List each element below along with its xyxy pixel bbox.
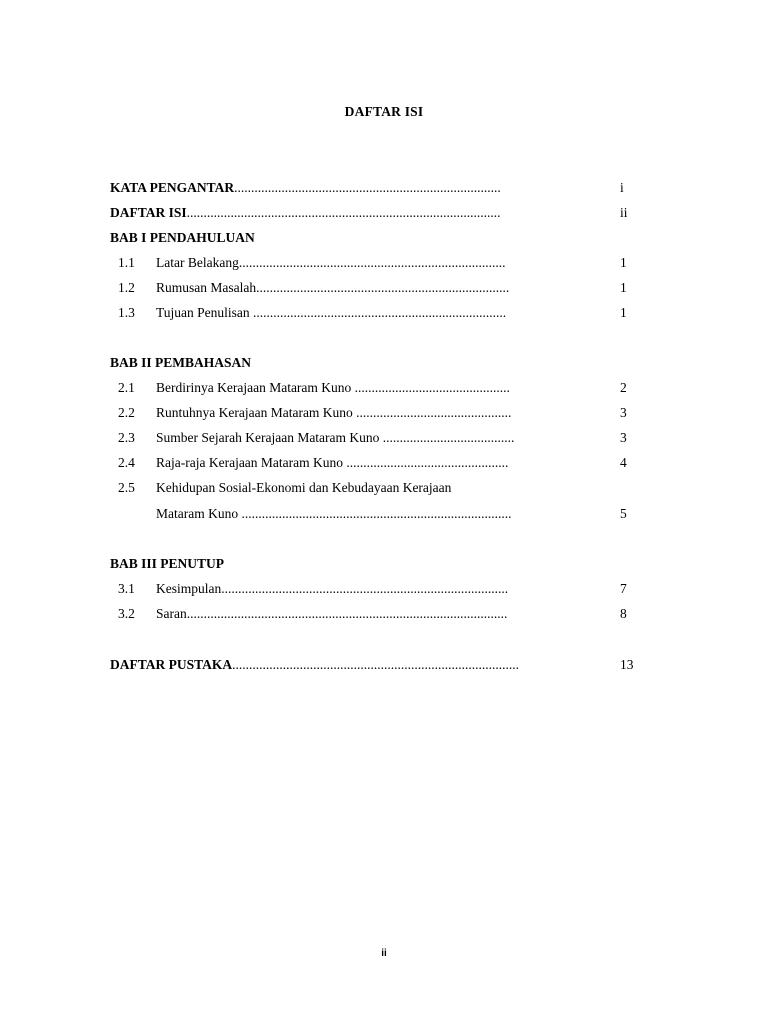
toc-entry-text: Runtuhnya Kerajaan Mataram Kuno .............................................. [156,405,512,420]
toc-entry-daftar-isi[interactable] [110,203,650,223]
toc-entry-2-5[interactable] [110,478,650,498]
toc-leader-dots: ............................................................................................. [186,205,501,220]
toc-entry-1-2[interactable] [110,278,650,298]
toc-page-number: 5 [620,506,627,521]
toc-section-number: 3.1 [118,581,135,596]
toc-entry-text: Rumusan Masalah........................................................................... [156,280,510,295]
toc-entry-2-4[interactable] [110,453,650,473]
toc-leader-dots: ..................................................................................... [232,657,520,672]
toc-page-number: ii [620,205,628,220]
toc-entry-text: Kehidupan Sosial-Ekonomi dan Kebudayaan Kerajaan [156,480,452,495]
toc-section-number: 3.2 [118,606,135,621]
toc-entry-text: Tujuan Penulisan ........................................................................... [156,305,507,320]
toc-page-number: 1 [620,305,627,320]
toc-entry-daftar-pustaka[interactable] [110,655,640,675]
toc-chapter-heading-bab1: BAB I PENDAHULUAN [110,230,255,245]
toc-page-number: 7 [620,581,627,596]
toc-entry-2-2[interactable] [110,403,650,423]
toc-entry-text: Kesimpulan..................................................................................... [156,581,509,596]
toc-entry-text: Raja-raja Kerajaan Mataram Kuno ................................................ [156,455,509,470]
toc-section-number: 2.3 [118,430,135,445]
toc-entry-kata-pengantar[interactable] [110,178,650,198]
toc-page-number: 3 [620,430,627,445]
toc-entry-3-2[interactable] [110,604,650,624]
toc-page-number: 1 [620,255,627,270]
toc-entry-1-3[interactable] [110,303,650,323]
toc-entry-1-1[interactable] [110,253,650,273]
toc-section-number: 1.2 [118,280,135,295]
toc-leader-dots: ............................................................................... [234,180,501,195]
page-number-footer: ii [381,948,387,959]
toc-section-number: 1.3 [118,305,135,320]
toc-entry-label: DAFTAR PUSTAKA [110,657,233,672]
toc-entry-3-1[interactable] [110,579,650,599]
toc-entry-text: Berdirinya Kerajaan Mataram Kuno .............................................. [156,380,510,395]
toc-page-number: 4 [620,455,627,470]
toc-section-number: 2.4 [118,455,135,470]
toc-chapter-heading-bab3: BAB III PENUTUP [110,556,225,571]
toc-page-number: 2 [620,380,627,395]
toc-entry-text: Sumber Sejarah Kerajaan Mataram Kuno ....................................... [156,430,515,445]
toc-entry-2-3[interactable] [110,428,650,448]
toc-page-number: i [620,180,624,195]
toc-section-number: 2.1 [118,380,135,395]
toc-section-number: 2.5 [118,480,135,495]
toc-page-number: 1 [620,280,627,295]
toc-section-number: 2.2 [118,405,135,420]
toc-entry-label: KATA PENGANTAR [110,180,235,195]
toc-entry-2-1[interactable] [110,378,650,398]
toc-section-number: 1.1 [118,255,135,270]
toc-chapter-heading-bab2: BAB II PEMBAHASAN [110,355,252,370]
toc-entry-text: Saran............................................................................................... [156,606,508,621]
toc-page-number: 3 [620,405,627,420]
toc-page-number: 8 [620,606,627,621]
toc-entry-text: Latar Belakang............................................................................... [156,255,506,270]
toc-page-number: 13 [620,657,634,672]
toc-entry-2-5-continuation[interactable] [110,504,650,524]
page-title: DAFTAR ISI [344,104,424,119]
toc-entry-text: Mataram Kuno ................................................................................ [156,506,512,521]
toc-entry-label: DAFTAR ISI [110,205,187,220]
